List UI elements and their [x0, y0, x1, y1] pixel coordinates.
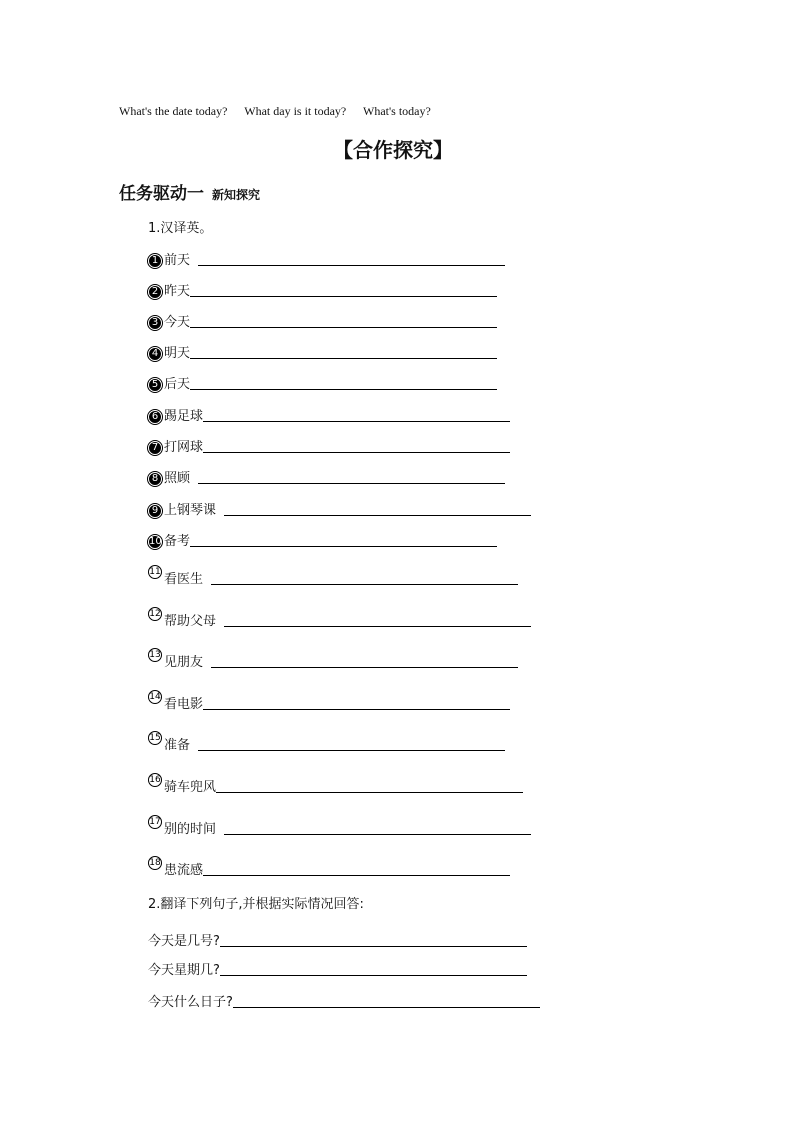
item-label: 照顾	[164, 471, 191, 486]
item-label: 准备	[164, 738, 191, 753]
translation-item	[148, 279, 497, 299]
task-title: 任务驱动一	[119, 184, 204, 204]
answer-blank[interactable]	[203, 451, 510, 453]
translation-item	[148, 466, 505, 486]
task-subtitle: 新知探究	[212, 188, 261, 202]
answer-blank[interactable]	[190, 357, 497, 359]
answer-blank[interactable]	[216, 791, 523, 793]
answer-blank[interactable]	[203, 874, 510, 876]
item-number-badge: 13	[149, 650, 161, 660]
sentence-item	[148, 929, 527, 949]
translation-item	[148, 435, 510, 455]
sentence-item	[148, 958, 527, 978]
answer-blank[interactable]	[198, 482, 505, 484]
sentence-item	[148, 990, 540, 1010]
item-label: 打网球	[164, 440, 204, 455]
sentence-label: 今天星期几?	[148, 963, 220, 978]
translation-item	[148, 817, 531, 837]
question-day: What day is it today?	[244, 104, 347, 118]
translation-item	[148, 372, 497, 392]
answer-blank[interactable]	[224, 514, 531, 516]
answer-blank[interactable]	[224, 625, 531, 627]
answer-blank[interactable]	[211, 666, 518, 668]
item-label: 帮助父母	[164, 614, 217, 629]
translation-item	[148, 341, 497, 361]
translation-item	[148, 692, 510, 712]
item-number-badge: 18	[149, 858, 161, 868]
answer-blank[interactable]	[198, 749, 505, 751]
exercise2-title: 2.翻译下列句子,并根据实际情况回答:	[148, 897, 364, 912]
item-number-badge: 3	[148, 316, 162, 330]
task-heading	[119, 179, 260, 204]
answer-blank[interactable]	[190, 388, 497, 390]
translation-item	[148, 310, 497, 330]
question-date: What's the date today?	[119, 104, 228, 118]
sentence-label: 今天是几号?	[148, 934, 220, 949]
item-label: 明天	[164, 346, 191, 361]
translation-item	[148, 609, 531, 629]
translation-item	[148, 404, 510, 424]
item-label: 看医生	[164, 572, 204, 587]
answer-blank[interactable]	[233, 1006, 540, 1008]
item-label: 备考	[164, 534, 191, 549]
item-number-badge: 10	[149, 536, 162, 547]
translation-item	[148, 248, 505, 268]
item-number-badge: 9	[148, 504, 162, 518]
item-label: 前天	[164, 253, 191, 268]
exercise1-title: 1.汉译英。	[148, 221, 213, 236]
item-label: 患流感	[164, 863, 204, 878]
item-number-badge: 6	[148, 410, 162, 424]
answer-blank[interactable]	[198, 264, 505, 266]
item-number-badge: 15	[149, 733, 161, 743]
intro-questions	[119, 104, 445, 119]
item-number-badge: 14	[149, 692, 161, 702]
item-label: 后天	[164, 377, 191, 392]
item-number-badge: 8	[148, 472, 162, 486]
answer-blank[interactable]	[190, 326, 497, 328]
item-label: 骑车兜风	[164, 780, 217, 795]
item-number-badge: 4	[148, 347, 162, 361]
item-label: 踢足球	[164, 409, 204, 424]
translation-item	[148, 529, 497, 549]
translation-item	[148, 567, 518, 587]
translation-item	[148, 775, 523, 795]
item-number-badge: 16	[149, 775, 161, 785]
item-label: 看电影	[164, 697, 204, 712]
answer-blank[interactable]	[190, 295, 497, 297]
answer-blank[interactable]	[211, 583, 518, 585]
item-number-badge: 1	[148, 254, 162, 268]
question-today: What's today?	[363, 104, 431, 118]
section-heading: 【合作探究】	[333, 138, 453, 162]
answer-blank[interactable]	[190, 545, 497, 547]
answer-blank[interactable]	[220, 974, 527, 976]
item-number-badge: 2	[148, 285, 162, 299]
item-number-badge: 7	[148, 441, 162, 455]
item-number-badge: 17	[149, 817, 161, 827]
item-label: 今天	[164, 315, 191, 330]
translation-item	[148, 733, 505, 753]
translation-item	[148, 498, 531, 518]
item-label: 见朋友	[164, 655, 204, 670]
answer-blank[interactable]	[203, 420, 510, 422]
item-label: 昨天	[164, 284, 191, 299]
item-number-badge: 12	[149, 609, 161, 619]
item-label: 上钢琴课	[164, 503, 217, 518]
sentence-label: 今天什么日子?	[148, 995, 233, 1010]
item-number-badge: 5	[148, 378, 162, 392]
translation-item	[148, 858, 510, 878]
item-label: 别的时间	[164, 822, 217, 837]
answer-blank[interactable]	[203, 708, 510, 710]
answer-blank[interactable]	[220, 945, 527, 947]
translation-item	[148, 650, 518, 670]
answer-blank[interactable]	[224, 833, 531, 835]
item-number-badge: 11	[149, 567, 161, 577]
